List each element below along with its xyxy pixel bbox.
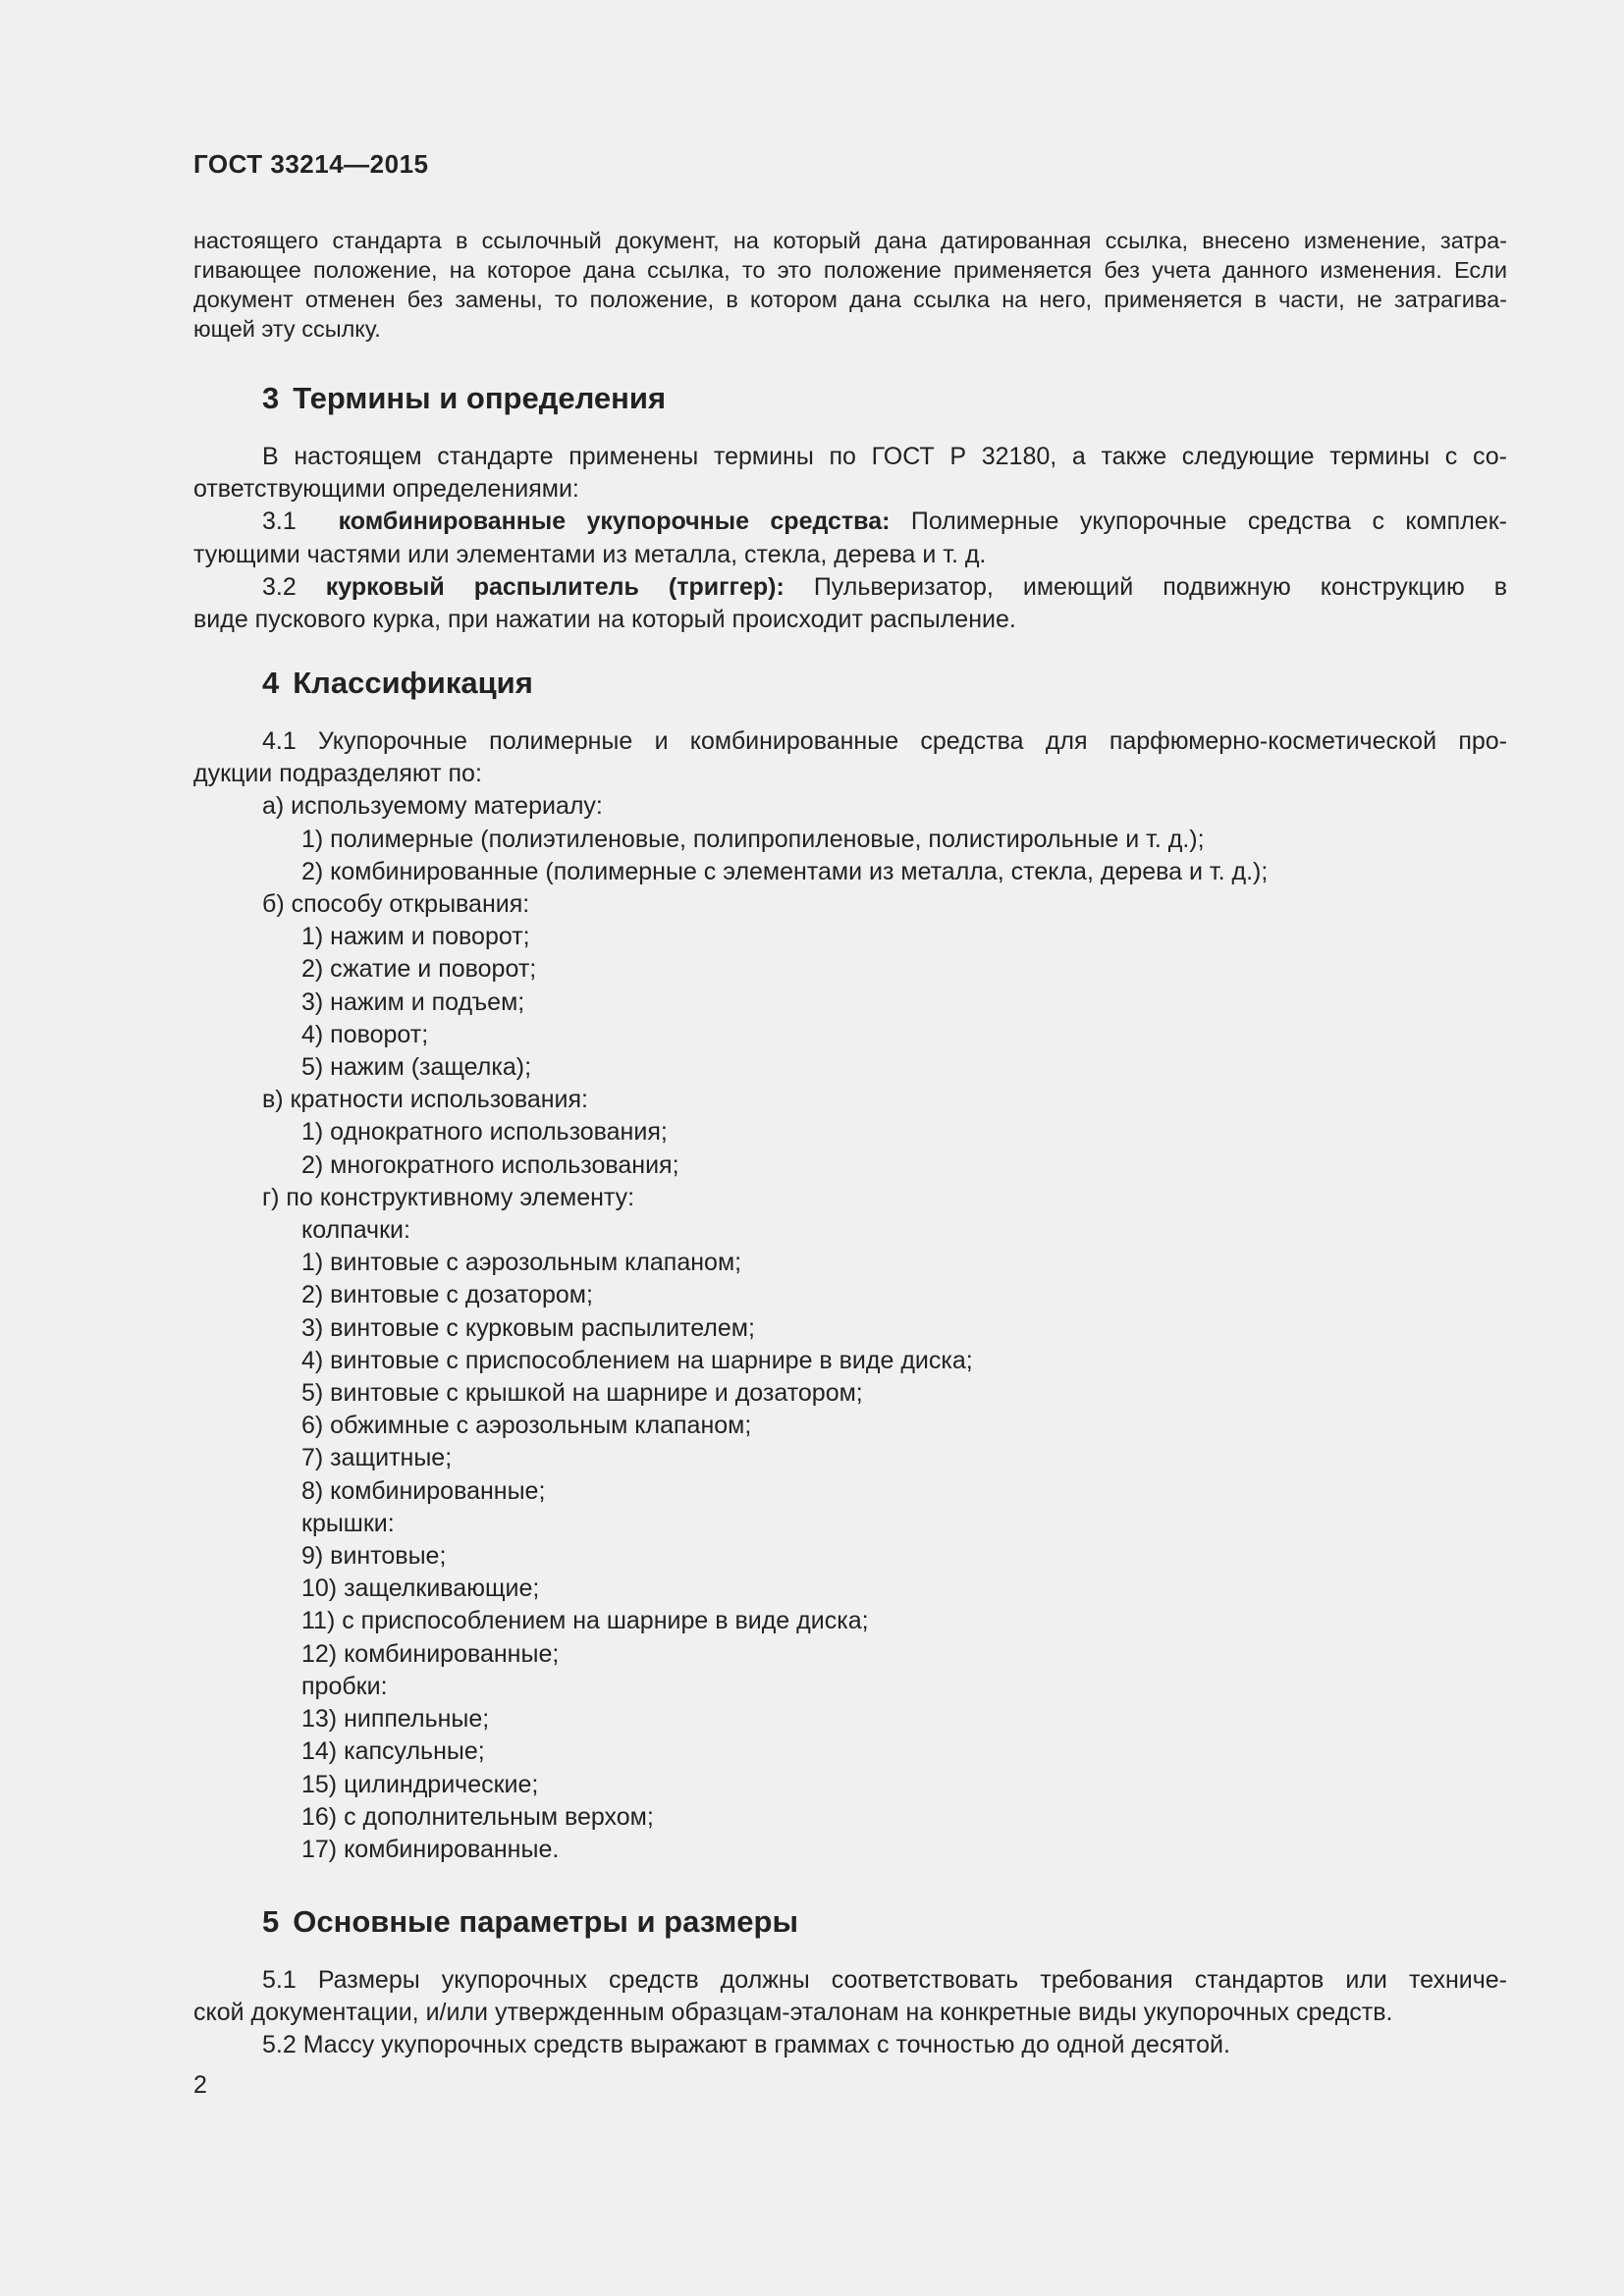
list-item: 16) с дополнительным верхом;: [301, 1802, 654, 1831]
paragraph-line: дукции подразделяют по:: [193, 760, 482, 788]
list-item: 8) комбинированные;: [301, 1476, 546, 1505]
list-item: 15) цилиндрические;: [301, 1770, 539, 1798]
section-title: Классификация: [293, 666, 533, 700]
section-title: Основные параметры и размеры: [293, 1904, 798, 1939]
paragraph-line: 5.1 Размеры укупорочных средств должны соответствовать требования стандартов или техниче-: [262, 1966, 1507, 1994]
term-definition: Пульверизатор, имеющий подвижную конструкцию в: [813, 572, 1508, 601]
list-item: 10) защелкивающие;: [301, 1575, 540, 1603]
list-item: 9) винтовые;: [301, 1542, 447, 1571]
list-item: 12) комбинированные;: [301, 1639, 560, 1668]
section-title: Термины и определения: [293, 381, 667, 415]
list-item: 11) с приспособлением на шарнире в виде диска;: [301, 1607, 869, 1635]
list-item: 4) винтовые с приспособлением на шарнире в виде диска;: [301, 1346, 973, 1374]
list-item: 1) винтовые с аэрозольным клапаном;: [301, 1249, 742, 1277]
list-item: г) по конструктивному элементу:: [262, 1183, 635, 1211]
section-4-body: [193, 725, 1507, 1866]
list-item: 2) сжатие и поворот;: [301, 955, 537, 984]
list-item: 3) винтовые с курковым распылителем;: [301, 1313, 755, 1342]
list-item: 2) комбинированные (полимерные с элементами из металла, стекла, дерева и т. д.);: [301, 857, 1269, 885]
term-number: 3.1: [262, 507, 297, 536]
list-item: 1) нажим и поворот;: [301, 923, 530, 951]
list-item: 6) обжимные с аэрозольным клапаном;: [301, 1412, 752, 1440]
term-name: комбинированные укупорочные средства:: [338, 507, 891, 536]
list-item: 3) нажим и подъем;: [301, 988, 525, 1016]
term-number: 3.2: [262, 572, 297, 601]
list-item: 17) комбинированные.: [301, 1835, 560, 1863]
document-header: ГОСТ 33214—2015: [193, 149, 429, 179]
term-3-2-line: [193, 571, 1507, 604]
section-number: 3: [262, 381, 280, 415]
list-item: 14) капсульные;: [301, 1737, 485, 1766]
term-name: курковый распылитель (триггер):: [325, 572, 785, 601]
list-item: 13) ниппельные;: [301, 1705, 490, 1734]
list-item: 1) полимерные (полиэтиленовые, полипропиленовые, полистирольные и т. д.);: [301, 825, 1205, 853]
list-item: 5) нажим (защелка);: [301, 1053, 532, 1082]
paragraph-line: 4.1 Укупорочные полимерные и комбинированные средства для парфюмерно-косметической про-: [262, 727, 1507, 755]
paragraph-line: В настоящем стандарте применены термины по ГОСТ Р 32180, а также следующие термины с со-: [262, 443, 1507, 470]
term-definition-line: тующими частями или элементами из металла, стекла, дерева и т. д.: [193, 540, 987, 568]
classification-list: [193, 790, 1507, 1866]
list-item: б) способу открывания:: [262, 890, 530, 919]
section-5-body: [193, 1964, 1507, 2062]
intro-line: ющей эту ссылку.: [193, 316, 381, 342]
paragraph-line: 5.2 Массу укупорочных средств выражают в граммах с точностью до одной десятой.: [262, 2031, 1230, 2059]
list-item: 7) защитные;: [301, 1444, 453, 1472]
section-3-heading: [262, 381, 666, 416]
intro-line: документ отменен без замены, то положение, в котором дана ссылка на него, применяется в части, не затрагива-: [193, 287, 1507, 312]
list-item: крышки:: [301, 1509, 395, 1537]
list-item: 5) винтовые с крышкой на шарнире и дозатором;: [301, 1379, 863, 1408]
section-4-heading: [262, 666, 533, 701]
list-item: 1) однократного использования;: [301, 1118, 668, 1147]
intro-line: гивающее положение, на которое дана ссылка, то это положение применяется без учета данного изменения. Если: [193, 257, 1507, 283]
section-5-heading: [262, 1904, 798, 1940]
section-number: 4: [262, 666, 280, 700]
paragraph-line: ответствующими определениями:: [193, 475, 579, 504]
page-number: 2: [193, 2071, 207, 2099]
paragraph-line: ской документации, и/или утвержденным образцам-эталонам на конкретные виды укупорочных средств.: [193, 1999, 1393, 2027]
list-item: 2) многократного использования;: [301, 1150, 679, 1179]
intro-line: настоящего стандарта в ссылочный документ, на который дана датированная ссылка, внесено изменение, затра-: [193, 228, 1507, 253]
list-item: а) используемому материалу:: [262, 792, 603, 821]
list-item: пробки:: [301, 1672, 388, 1700]
list-item: в) кратности использования:: [262, 1086, 588, 1114]
term-3-1-line: [193, 506, 1507, 538]
intro-paragraph: [193, 226, 1507, 344]
term-definition-line: виде пускового курка, при нажатии на который происходит распыление.: [193, 606, 1016, 634]
term-definition: Полимерные укупорочные средства с комплек-: [910, 507, 1507, 536]
list-item: 2) винтовые с дозатором;: [301, 1281, 593, 1309]
section-number: 5: [262, 1904, 280, 1939]
list-item: колпачки:: [301, 1216, 410, 1245]
list-item: 4) поворот;: [301, 1020, 429, 1048]
section-3-body: [193, 441, 1507, 636]
